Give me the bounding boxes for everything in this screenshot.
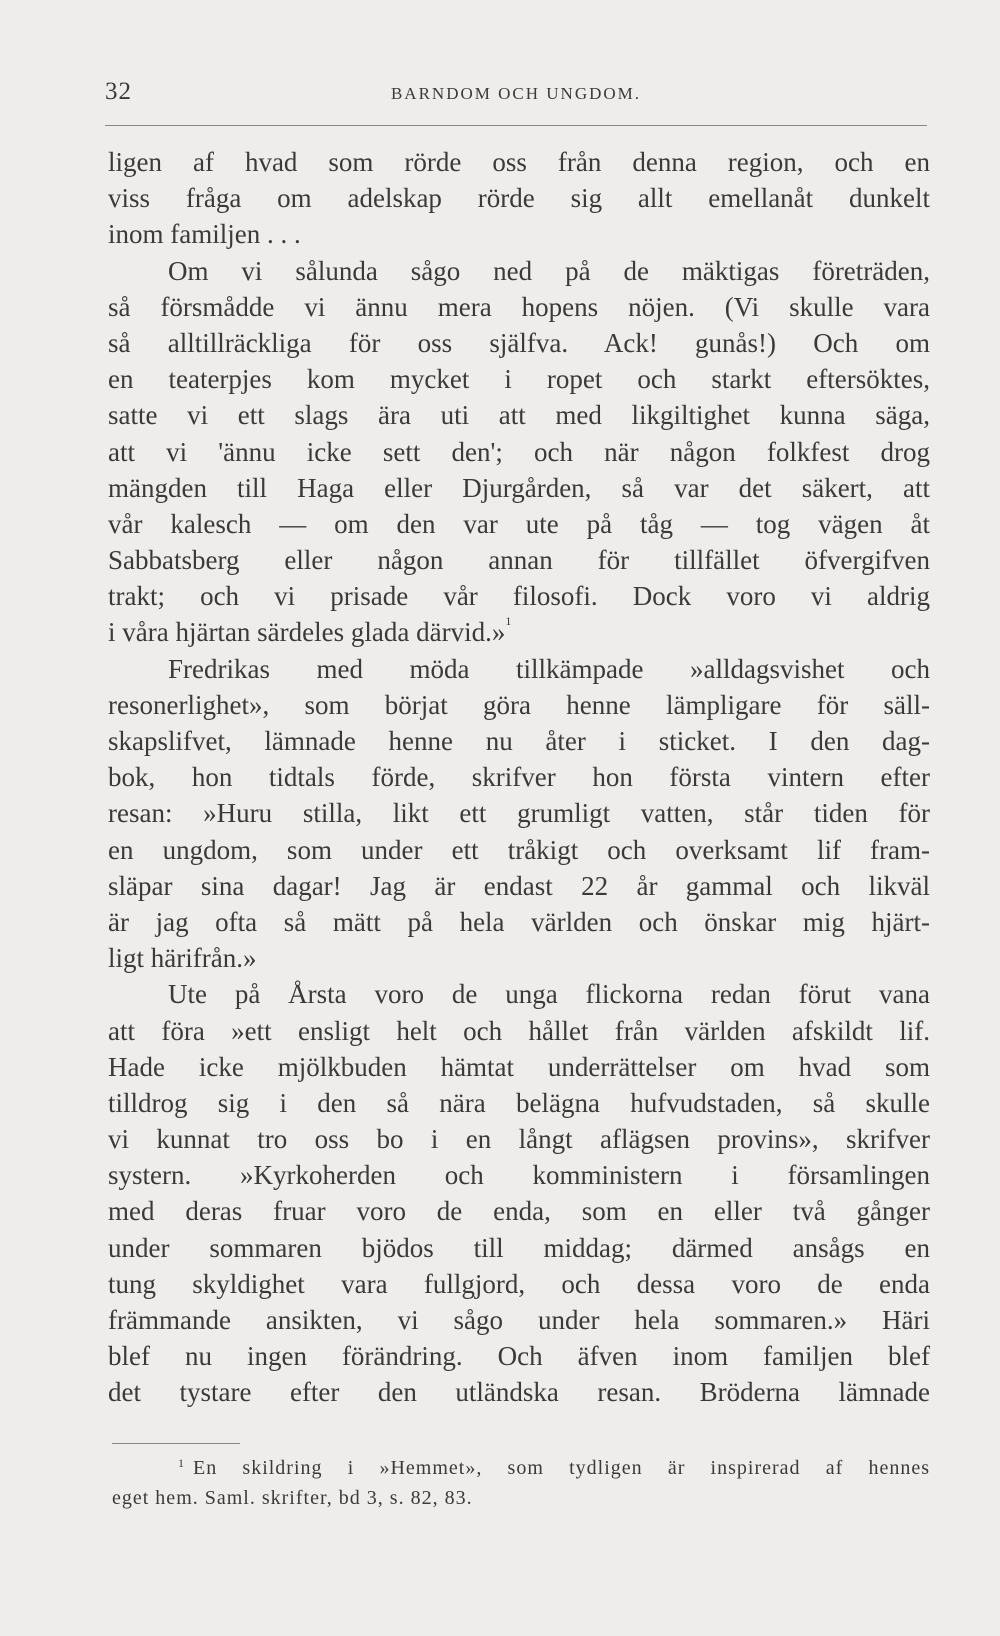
text-line: under sommaren bjödos till middag; därmed ansågs en xyxy=(108,1232,930,1263)
text-line: tilldrog sig i den så nära belägna hufvudstaden, så skulle xyxy=(108,1087,930,1118)
text-line: tung skyldighet vara fullgjord, och dessa voro de enda xyxy=(108,1268,930,1299)
text-line: att vi 'ännu icke sett den'; och när någon folkfest drog xyxy=(108,436,930,467)
footnote-reference: 1 xyxy=(505,614,512,629)
footnote-rule xyxy=(112,1443,240,1444)
text-line: resonerlighet», som börjat göra henne lämpligare för säll- xyxy=(108,689,930,720)
text-line xyxy=(108,614,930,650)
text-line: viss fråga om adelskap rörde sig allt emellanåt dunkelt xyxy=(108,183,930,214)
text-line: Hade icke mjölkbuden hämtat underrättelser om hvad som xyxy=(108,1051,930,1082)
text-line: systern. »Kyrkoherden och komministern i församlingen xyxy=(108,1160,930,1191)
footnote-mark: 1 xyxy=(178,1456,185,1470)
text-line-content: i våra hjärtan särdeles glada därvid.» xyxy=(108,617,506,648)
text-line: vår kalesch — om den var ute på tåg — tog vägen åt xyxy=(108,508,930,539)
text-line: blef nu ingen förändring. Och äfven inom familjen blef xyxy=(108,1341,930,1372)
body-text xyxy=(108,144,930,1411)
text-line: så försmådde vi ännu mera hopens nöjen. (Vi skulle vara xyxy=(108,291,930,322)
running-head: BARNDOM OCH UNGDOM. xyxy=(390,84,642,103)
text-line: är jag ofta så mätt på hela världen och önskar mig hjärt- xyxy=(108,906,930,937)
page-number: 32 xyxy=(105,78,132,105)
text-line: släpar sina dagar! Jag är endast 22 år gammal och likväl xyxy=(108,870,930,901)
text-line: att föra »ett ensligt helt och hållet från världen afskildt lif. xyxy=(108,1015,930,1046)
text-line: vi kunnat tro oss bo i en långt aflägsen provins», skrifver xyxy=(108,1124,930,1155)
footnote xyxy=(112,1453,930,1513)
text-line: ligen af hvad som rörde oss från denna region, och en xyxy=(108,147,930,177)
footnote-line: eget hem. Saml. skrifter, bd 3, s. 82, 83. xyxy=(112,1487,473,1509)
text-line: trakt; och vi prisade vår filosofi. Dock voro vi aldrig xyxy=(108,581,930,612)
footnote-text: En skildring i »Hemmet», som tydligen är inspirerad af hennes xyxy=(193,1457,930,1479)
text-line: bok, hon tidtals förde, skrifver hon första vintern efter xyxy=(108,762,930,793)
page-header xyxy=(105,78,927,112)
text-line: ligt härifrån.» xyxy=(108,943,257,974)
text-line: resan: »Huru stilla, likt ett grumligt vatten, står tiden för xyxy=(108,798,930,829)
text-line: satte vi ett slags ära uti att med likgiltighet kunna säga, xyxy=(108,400,930,431)
text-line: Sabbatsberg eller någon annan för tillfället öfvergifven xyxy=(108,545,930,576)
text-line: det tystare efter den utländska resan. Bröderna lämnade xyxy=(108,1377,930,1408)
text-line: en ungdom, som under ett tråkigt och overksamt lif fram- xyxy=(108,834,930,865)
text-line: så alltillräckliga för oss själfva. Ack! gunås!) Och om xyxy=(108,327,930,358)
text-line: Fredrikas med möda tillkämpade »alldagsvishet och xyxy=(168,653,930,684)
text-line: med deras fruar voro de enda, som en eller två gånger xyxy=(108,1196,930,1227)
text-line: skapslifvet, lämnade henne nu åter i sticket. I den dag- xyxy=(108,726,930,756)
text-line: inom familjen . . . xyxy=(108,219,301,250)
text-line: främmande ansikten, vi sågo under hela sommaren.» Häri xyxy=(108,1305,930,1335)
footnote-line xyxy=(112,1453,930,1483)
header-rule xyxy=(105,125,927,126)
text-line: mängden till Haga eller Djurgården, så var det säkert, att xyxy=(108,472,930,503)
text-line: en teaterpjes kom mycket i ropet och starkt eftersöktes, xyxy=(108,364,930,395)
text-line: Ute på Årsta voro de unga flickorna redan förut vana xyxy=(168,979,930,1010)
text-line: Om vi sålunda sågo ned på de mäktigas företräden, xyxy=(168,255,930,286)
